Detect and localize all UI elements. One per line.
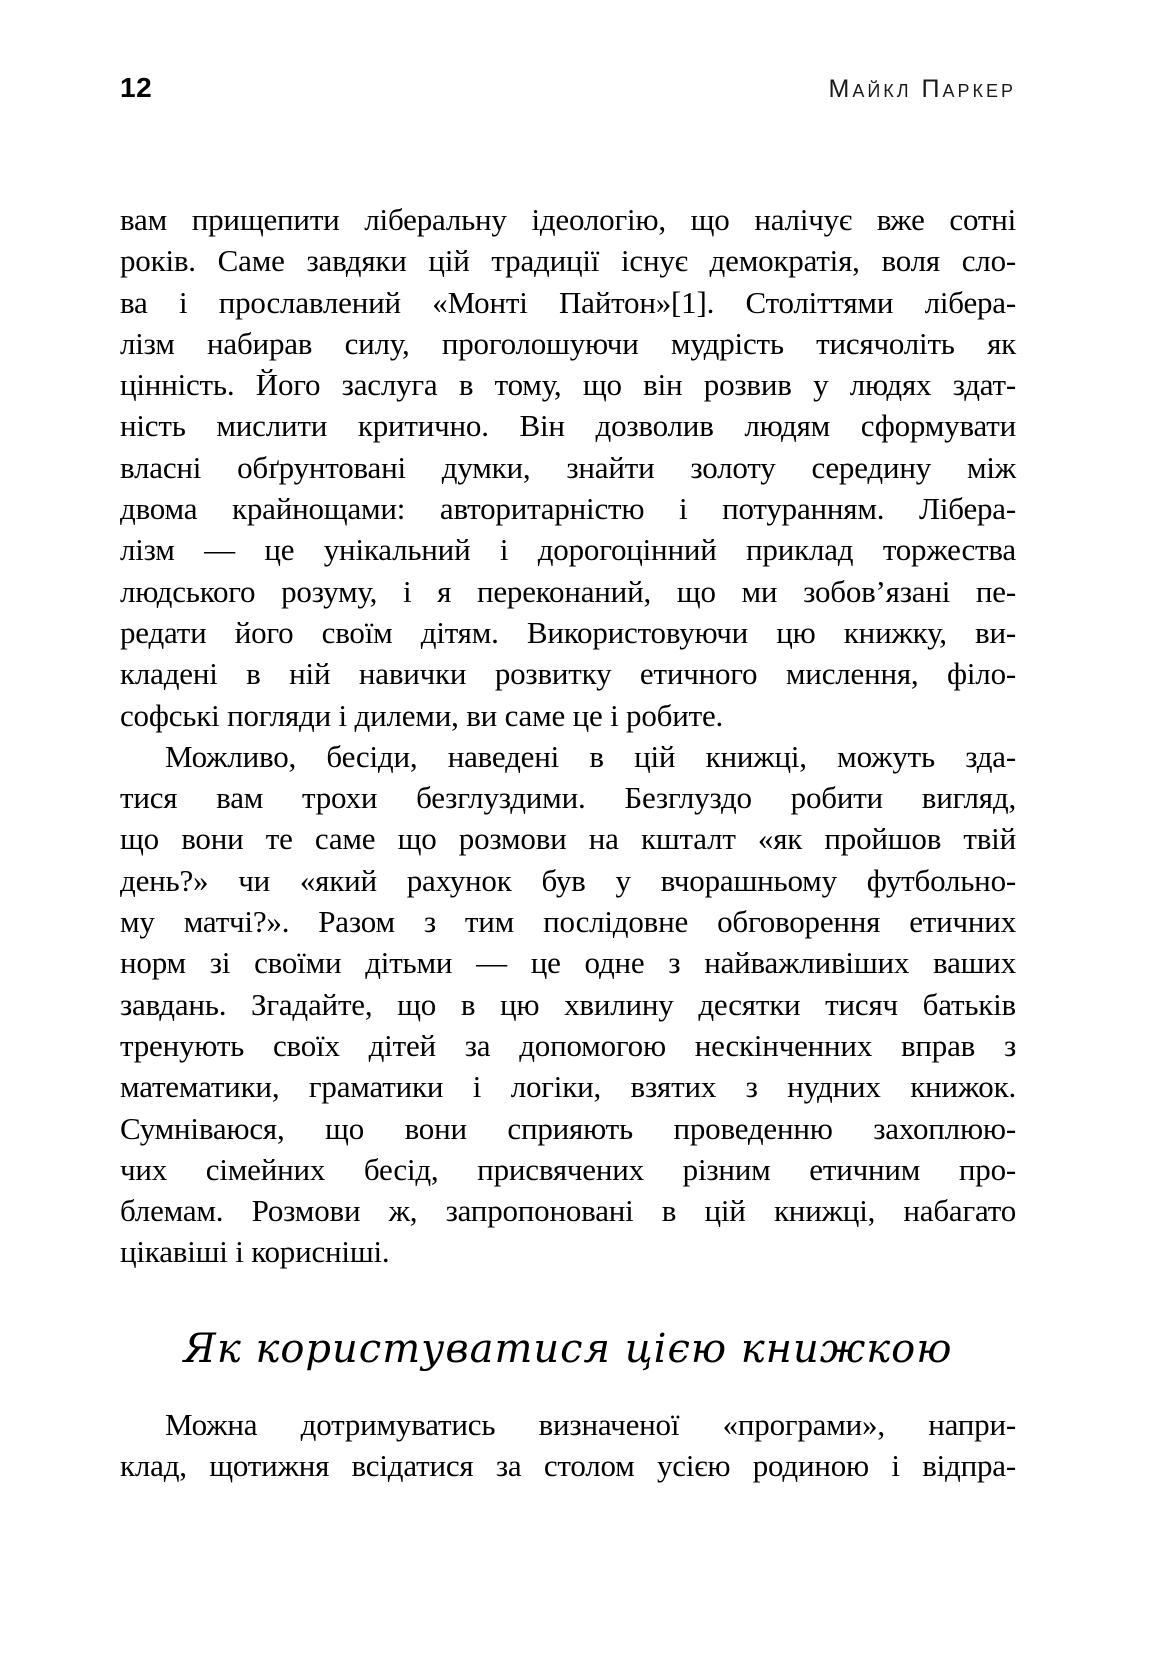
text-line: лізм набирав силу, проголошуючи мудрість тисячоліть як — [120, 325, 1016, 361]
text-line: власні обґрунтовані думки, знайти золоту середину між — [120, 449, 1016, 485]
text-line: лізм — це унікальний і дорогоцінний приклад торжества — [120, 532, 1016, 568]
text-line: клад, щотижня всідатися за столом усією родиною і відпра- — [120, 1448, 1016, 1484]
text-line: ність мислити критично. Він дозволив людям сформувати — [120, 408, 1016, 444]
text-line: цінність. Його заслуга в тому, що він розвив у людях здат- — [120, 367, 1016, 403]
text-line: чих сімейних бесід, присвячених різним етичним про- — [120, 1151, 1016, 1187]
text-line: вам прищепити ліберальну ідеологію, що налічує вже сотні — [120, 202, 1016, 237]
text-line: му матчі?». Разом з тим послідовне обговорення етичних — [120, 904, 1016, 940]
text-line: норм зі своїми дітьми — це одне з найважливіших ваших — [120, 945, 1016, 981]
body-text — [120, 199, 1016, 1273]
text-line: Можливо, бесіди, наведені в цій книжці, можуть зда- — [165, 738, 1016, 774]
text-line: завдань. Згадайте, що в цю хвилину десятки тисяч батьків — [120, 986, 1016, 1022]
text-line: двома крайнощами: авторитарністю і потуранням. Лібера- — [120, 491, 1016, 527]
text-line: цікавіші і корисніші. — [120, 1234, 390, 1270]
text-line: день?» чи «який рахунок був у вчорашньому футбольно- — [120, 862, 1016, 898]
section-heading: Як користуватися цією книжкою — [183, 1326, 953, 1372]
text-line: людського розуму, і я переконаний, що ми зобов’язані пе- — [120, 573, 1016, 609]
paragraph — [120, 736, 1016, 1273]
text-line: Можна дотримуватись визначеної «програми», напри- — [165, 1407, 1016, 1442]
paragraph — [120, 1404, 1016, 1487]
text-line: тися вам трохи безглуздими. Безглуздо робити вигляд, — [120, 780, 1016, 816]
text-line: редати його своїм дітям. Використовуючи цю книжку, ви- — [120, 614, 1016, 650]
text-line: тренують своїх дітей за допомогою нескінченних вправ з — [120, 1027, 1016, 1063]
text-line: років. Саме завдяки цій традиції існує демократія, воля сло- — [120, 243, 1016, 279]
page-header — [120, 72, 1016, 104]
running-head: Майкл Паркер — [828, 75, 1016, 103]
text-line: математики, граматики і логіки, взятих з нудних книжок. — [120, 1069, 1016, 1105]
text-line: софські погляди і дилеми, ви саме це і робите. — [120, 697, 724, 733]
text-line: Сумніваюся, що вони сприяють проведенню захоплюю- — [120, 1110, 1016, 1146]
text-line: що вони те саме що розмови на кшталт «як пройшов твій — [120, 821, 1016, 857]
text-line: блемам. Розмови ж, запропоновані в цій книжці, набагато — [120, 1193, 1016, 1229]
text-line: кладені в ній навички розвитку етичного мислення, філо- — [120, 656, 1016, 692]
page-number: 12 — [120, 72, 153, 103]
body-text-continued — [120, 1404, 1016, 1487]
text-line: ва і прославлений «Монті Пайтон»[1]. Століттями лібера- — [120, 284, 1016, 320]
paragraph — [120, 199, 1016, 736]
